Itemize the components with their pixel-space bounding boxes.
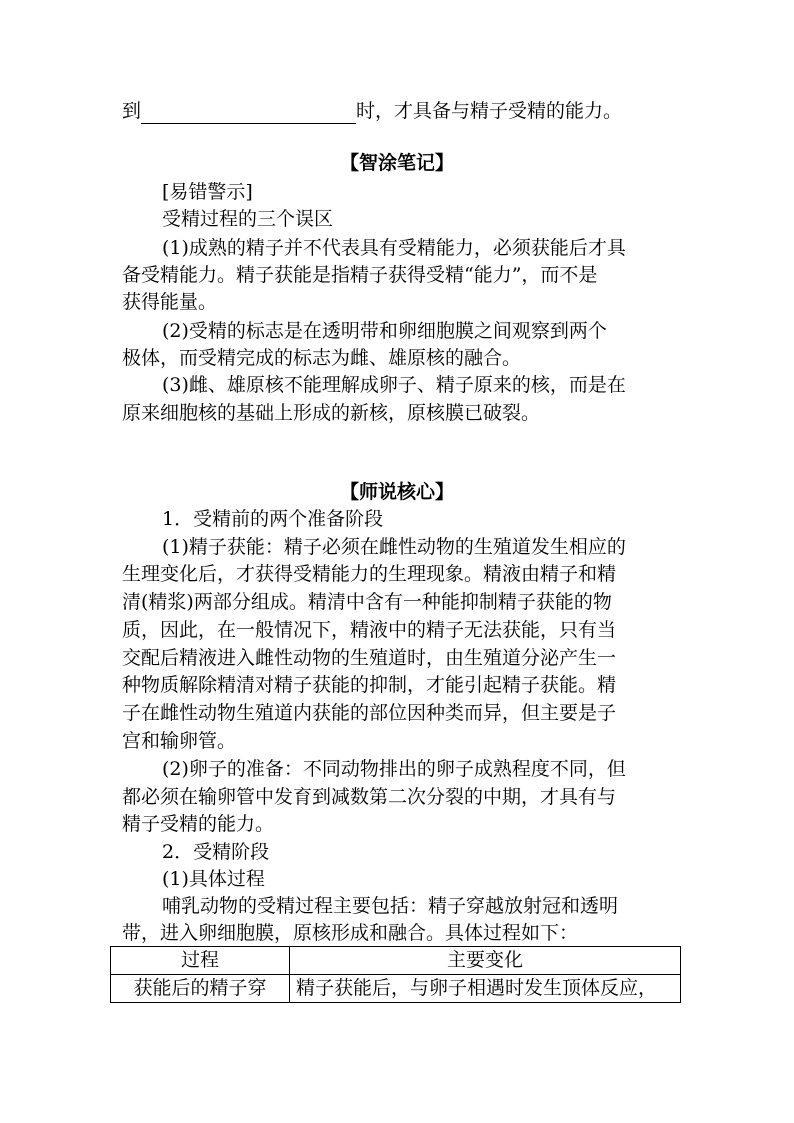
notes-p1-line3: 获得能量。 bbox=[122, 291, 218, 313]
core-b-line3: 精子受精的能力。 bbox=[122, 813, 275, 835]
fill-prefix: 到 bbox=[122, 100, 142, 122]
core-heading-2: 2．受精阶段 bbox=[162, 841, 270, 863]
core-a-line7: 子在雌性动物生殖道内获能的部位因种类而异，但主要是子 bbox=[122, 702, 617, 724]
core-b-line2: 都必须在输卵管中发育到减数第二次分裂的中期，才具有与 bbox=[122, 786, 617, 808]
core-b-line1: (2)卵子的准备：不同动物排出的卵子成熟程度不同，但 bbox=[162, 758, 626, 780]
notes-tag: [易错警示] bbox=[162, 181, 253, 203]
notes-p2-line1: (2)受精的标志是在透明带和卵细胞膜之间观察到两个 bbox=[162, 320, 607, 342]
table-cell: 精子获能后，与卵子相遇时发生顶体反应， bbox=[290, 975, 681, 1003]
notes-p3-line2: 原来细胞核的基础上形成的新核，原核膜已破裂。 bbox=[122, 402, 541, 424]
notes-p2-line2: 极体，而受精完成的标志为雌、雄原核的融合。 bbox=[122, 347, 522, 369]
table-row bbox=[111, 975, 681, 1003]
core-a-line4: 质，因此，在一般情况下，精液中的精子无法获能，只有当 bbox=[122, 619, 617, 641]
core-a-line3: 清(精浆)两部分组成。精清中含有一种能抑制精子获能的物 bbox=[122, 591, 612, 613]
core-a-line2: 生理变化后，才获得受精能力的生理现象。精液由精子和精 bbox=[122, 563, 617, 585]
core-a-line6: 种物质解除精清对精子获能的抑制，才能引起精子获能。精 bbox=[122, 674, 617, 696]
core-a-line8: 宫和输卵管。 bbox=[122, 730, 237, 752]
process-table bbox=[110, 946, 681, 1003]
notes-p1-line2: 备受精能力。精子获能是指精子获得受精“能力”，而不是 bbox=[122, 264, 598, 286]
table-header-cell: 过程 bbox=[111, 947, 290, 975]
table-header-row bbox=[111, 947, 681, 975]
table-header-cell: 主要变化 bbox=[290, 947, 681, 975]
core-c-line1: 哺乳动物的受精过程主要包括：精子穿越放射冠和透明 bbox=[162, 895, 619, 917]
notes-title: 【智涂笔记】 bbox=[339, 152, 454, 174]
core-heading-1: 1．受精前的两个准备阶段 bbox=[162, 508, 384, 530]
fill-in-line bbox=[122, 98, 622, 124]
core-c-line2: 带，进入卵细胞膜，原核形成和融合。具体过程如下： bbox=[122, 922, 579, 944]
core-heading-2-sub: (1)具体过程 bbox=[162, 868, 265, 890]
notes-subtitle: 受精过程的三个误区 bbox=[162, 208, 334, 230]
notes-p1-line1: (1)成熟的精子并不代表具有受精能力，必须获能后才具 bbox=[162, 237, 626, 259]
answer-blank[interactable] bbox=[141, 103, 356, 124]
notes-p3-line1: (3)雌、雄原核不能理解成卵子、精子原来的核，而是在 bbox=[162, 374, 626, 396]
core-a-line5: 交配后精液进入雌性动物的生殖道时，由生殖道分泌产生一 bbox=[122, 647, 617, 669]
fill-suffix: 时，才具备与精子受精的能力。 bbox=[356, 100, 623, 122]
core-a-line1: (1)精子获能：精子必须在雌性动物的生殖道发生相应的 bbox=[162, 536, 626, 558]
core-title: 【师说核心】 bbox=[339, 481, 454, 503]
table-cell: 获能后的精子穿 bbox=[111, 975, 290, 1003]
